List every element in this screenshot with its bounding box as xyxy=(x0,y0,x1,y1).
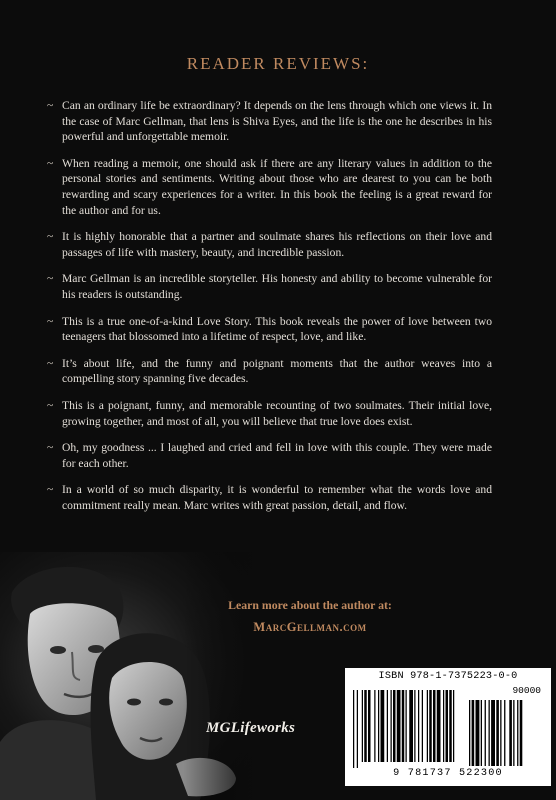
review-item xyxy=(47,314,492,345)
barcode-bar xyxy=(433,690,436,762)
barcode-addon-bar xyxy=(504,700,505,766)
barcode-addon-bar xyxy=(496,700,499,766)
barcode-bar xyxy=(427,690,428,762)
barcode-bar xyxy=(422,690,423,762)
review-text: It is highly honorable that a partner and soulmate shares his reflections on their love and passages of life with mastery, beauty, and incredible passion. xyxy=(62,230,492,259)
tilde-bullet: ~ xyxy=(47,398,54,412)
review-item xyxy=(47,398,492,429)
barcode-addon-bar xyxy=(485,700,486,766)
review-item xyxy=(47,356,492,387)
author-website-link[interactable]: MarcGellman.com xyxy=(253,620,367,634)
barcode-bar xyxy=(362,690,363,762)
price-code: 90000 xyxy=(512,685,541,696)
isbn-text: ISBN 978-1-7375223-0-0 xyxy=(378,671,518,682)
publisher-logo xyxy=(206,712,296,742)
tilde-bullet: ~ xyxy=(47,356,54,370)
barcode-addon-bar xyxy=(476,700,480,766)
review-text: Marc Gellman is an incredible storyteller. His honesty and ability to become vulnerable for his readers is outstanding. xyxy=(62,272,492,301)
review-item xyxy=(47,229,492,260)
barcode-addon-bar xyxy=(489,700,490,766)
barcode-bar xyxy=(414,690,415,762)
couple-photo xyxy=(0,552,262,800)
barcode-bar xyxy=(453,690,454,762)
tilde-bullet: ~ xyxy=(47,314,54,328)
barcode-addon-bar xyxy=(517,700,518,766)
barcode-bars xyxy=(349,690,547,768)
barcode-bar xyxy=(397,690,401,762)
barcode-bar xyxy=(449,690,452,762)
barcode-bar xyxy=(378,690,379,762)
review-text: In a world of so much disparity, it is wonderful to remember what the words love and commitment really mean. Marc writes with great passion, detail, and flow. xyxy=(62,483,492,512)
barcode-bar xyxy=(391,690,392,762)
barcode-bar xyxy=(368,690,371,762)
author-promo xyxy=(210,594,410,638)
review-text: Can an ordinary life be extraordinary? It depends on the lens through which one views it. In the case of Marc Gellman, that lens is Shiva Eyes, and the life is the one he describes in his powerful and unforgettable memoir. xyxy=(62,99,492,144)
barcode-addon-bar xyxy=(491,700,495,766)
barcode-bar xyxy=(418,690,419,762)
barcode-bar xyxy=(381,690,385,762)
reviews-heading: READER REVIEWS: xyxy=(186,54,370,73)
review-item xyxy=(47,156,492,218)
barcode-addon-bar xyxy=(520,700,523,766)
barcode-addon-bar xyxy=(472,700,475,766)
barcode-bar xyxy=(429,690,432,762)
review-item xyxy=(47,440,492,471)
barcode-addon-bar xyxy=(469,700,470,766)
barcode-bar xyxy=(364,690,367,762)
review-item xyxy=(47,271,492,302)
review-item xyxy=(47,98,492,145)
barcode-bar xyxy=(409,690,413,762)
isbn-barcode xyxy=(345,668,551,786)
review-text: It’s about life, and the funny and poignant moments that the author weaves into a compelling story spanning five decades. xyxy=(62,356,492,386)
barcode-bar xyxy=(374,690,375,762)
review-text: This is a true one-of-a-kind Love Story. This book reveals the power of love between two teenagers that blossomed into a lifetime of respect, love, and like. xyxy=(62,314,492,344)
review-item xyxy=(47,482,492,513)
tilde-bullet: ~ xyxy=(47,483,54,497)
tilde-bullet: ~ xyxy=(47,156,54,170)
barcode-bar xyxy=(402,690,405,762)
reviews-list xyxy=(47,98,492,524)
tilde-bullet: ~ xyxy=(47,272,54,286)
barcode-bar xyxy=(387,690,388,762)
barcode-addon-bar xyxy=(500,700,501,766)
publisher-name: MGLifeworks xyxy=(206,720,296,736)
barcode-bar xyxy=(393,690,396,762)
barcode-bar xyxy=(357,690,358,768)
tilde-bullet: ~ xyxy=(47,99,54,112)
review-text: Oh, my goodness ... I laughed and cried and fell in love with this couple. They were made for each other. xyxy=(62,441,492,470)
review-text: This is a poignant, funny, and memorable recounting of two soulmates. Their initial love, growing together, and most of all, you will believe that true love does exist. xyxy=(62,398,492,428)
tilde-bullet: ~ xyxy=(47,441,54,455)
barcode-addon-bar xyxy=(513,700,514,766)
promo-line: Learn more about the author at: xyxy=(228,598,392,612)
barcode-addon-bar xyxy=(509,700,512,766)
barcode-bar xyxy=(437,690,441,762)
barcode-addon-bar xyxy=(481,700,482,766)
barcode-number: 9 781737 522300 xyxy=(393,768,503,779)
barcode-bar xyxy=(443,690,444,762)
review-text: When reading a memoir, one should ask if there are any literary values in addition to the personal stories and sentiments. Writing about those who are dearest to you can be both rewarding and scary experiences for a writer. In this book the feeling is a great reward for the author and for us. xyxy=(62,156,492,217)
barcode-bar xyxy=(406,690,407,762)
barcode-bar xyxy=(446,690,449,762)
tilde-bullet: ~ xyxy=(47,230,54,244)
barcode-bar xyxy=(353,690,354,768)
